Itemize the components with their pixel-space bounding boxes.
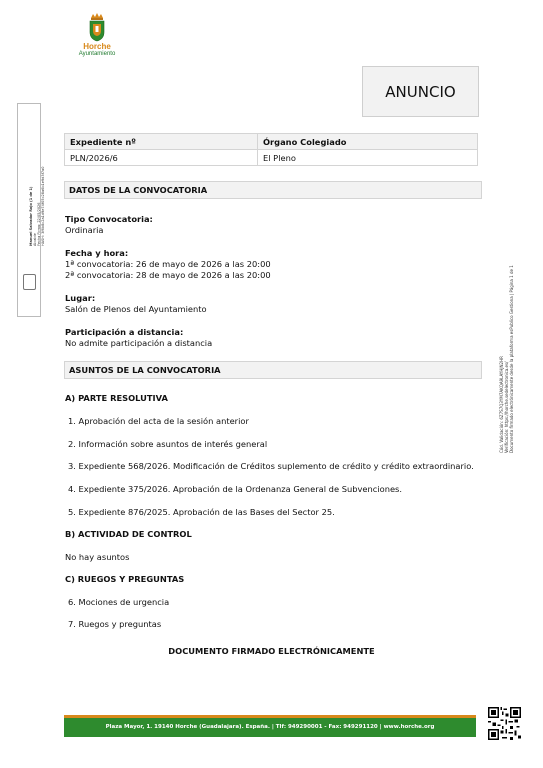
- validation-line: Documento firmado electrónicamente desde la plataforma esPublico Gestiona | Página 1 de 1: [509, 265, 514, 453]
- signature-line: Fecha Firma: 22/05/2026: [37, 202, 41, 246]
- participacion-value: No admite participación a distancia: [65, 338, 213, 348]
- validation-line: Cód. Validación: 6Z7S7Q3YM7AKQA9LAYHJN2HR: [499, 356, 504, 453]
- signature-line: HASH: 3f6b8c2a1d9e74f05c28a6b1e9d3f7a0: [41, 166, 45, 246]
- tipo-value: Ordinaria: [65, 225, 104, 235]
- section-header-asuntos: ASUNTOS DE LA CONVOCATORIA: [64, 361, 482, 379]
- table-cell: PLN/2026/6: [65, 150, 258, 166]
- validation-stamp: [499, 265, 514, 453]
- agenda-item: 6. Mociones de urgencia: [68, 597, 170, 607]
- fecha-label: Fecha y hora:: [65, 248, 129, 258]
- table-header-cell: Órgano Colegiado: [258, 134, 478, 150]
- table-row: [65, 150, 478, 166]
- signature-text: [29, 167, 45, 246]
- document-type-title: ANUNCIO: [385, 82, 456, 101]
- lugar-label: Lugar:: [65, 293, 96, 303]
- document-type-box: [362, 66, 479, 117]
- signature-stamp: [17, 103, 45, 317]
- segunda-convocatoria: 2ª convocatoria: 28 de mayo de 2026 a las 20:00: [65, 270, 271, 280]
- expediente-table: [64, 133, 478, 166]
- signed-document-notice: DOCUMENTO FIRMADO ELECTRÓNICAMENTE: [168, 646, 375, 656]
- participacion-label: Participación a distancia:: [65, 327, 184, 337]
- footer-address-bar: Plaza Mayor, 1. 19140 Horche (Guadalajara). España. | Tlf: 949290001 - Fax: 949291120 | www.horche.org: [64, 715, 476, 737]
- qr-code-icon: [488, 707, 521, 740]
- section-header-datos: DATOS DE LA CONVOCATORIA: [64, 181, 482, 199]
- agenda-item: 7. Ruegos y preguntas: [68, 619, 162, 629]
- signature-line: Alcalde: [33, 233, 37, 246]
- primera-convocatoria: 1ª convocatoria: 26 de mayo de 2026 a las 20:00: [65, 259, 271, 269]
- ruegos-preguntas-heading: C) RUEGOS Y PREGUNTAS: [65, 574, 185, 584]
- signature-line: Manuel Salvador Rojo (1 de 1): [29, 186, 33, 246]
- lugar-value: Salón de Plenos del Ayuntamiento: [65, 304, 207, 314]
- logo-subtitle: Ayuntamiento: [78, 51, 116, 57]
- coat-of-arms-icon: [87, 12, 107, 42]
- table-header-cell: Expediente nº: [65, 134, 258, 150]
- actividad-control-text: No hay asuntos: [65, 552, 130, 562]
- parte-resolutiva-heading: A) PARTE RESOLUTIVA: [65, 393, 168, 403]
- table-header-row: [65, 134, 478, 150]
- agenda-item: 2. Información sobre asuntos de interés general: [68, 439, 268, 449]
- seal-icon: [23, 274, 36, 290]
- validation-line: Verificación: https://horche.sedelectronica.es/: [504, 361, 509, 453]
- agenda-item: 1. Aprobación del acta de la sesión anterior: [68, 416, 249, 426]
- table-cell: El Pleno: [258, 150, 478, 166]
- agenda-item: 4. Expediente 375/2026. Aprobación de la Ordenanza General de Subvenciones.: [68, 484, 403, 494]
- logo-name: Horche: [83, 42, 111, 51]
- actividad-control-heading: B) ACTIVIDAD DE CONTROL: [65, 529, 192, 539]
- agenda-item: 5. Expediente 876/2025. Aprobación de las Bases del Sector 25.: [68, 507, 335, 517]
- agenda-item: 3. Expediente 568/2026. Modificación de Créditos suplemento de crédito y crédito extraordinario.: [68, 461, 474, 471]
- tipo-label: Tipo Convocatoria:: [65, 214, 153, 224]
- municipal-logo: [72, 12, 122, 60]
